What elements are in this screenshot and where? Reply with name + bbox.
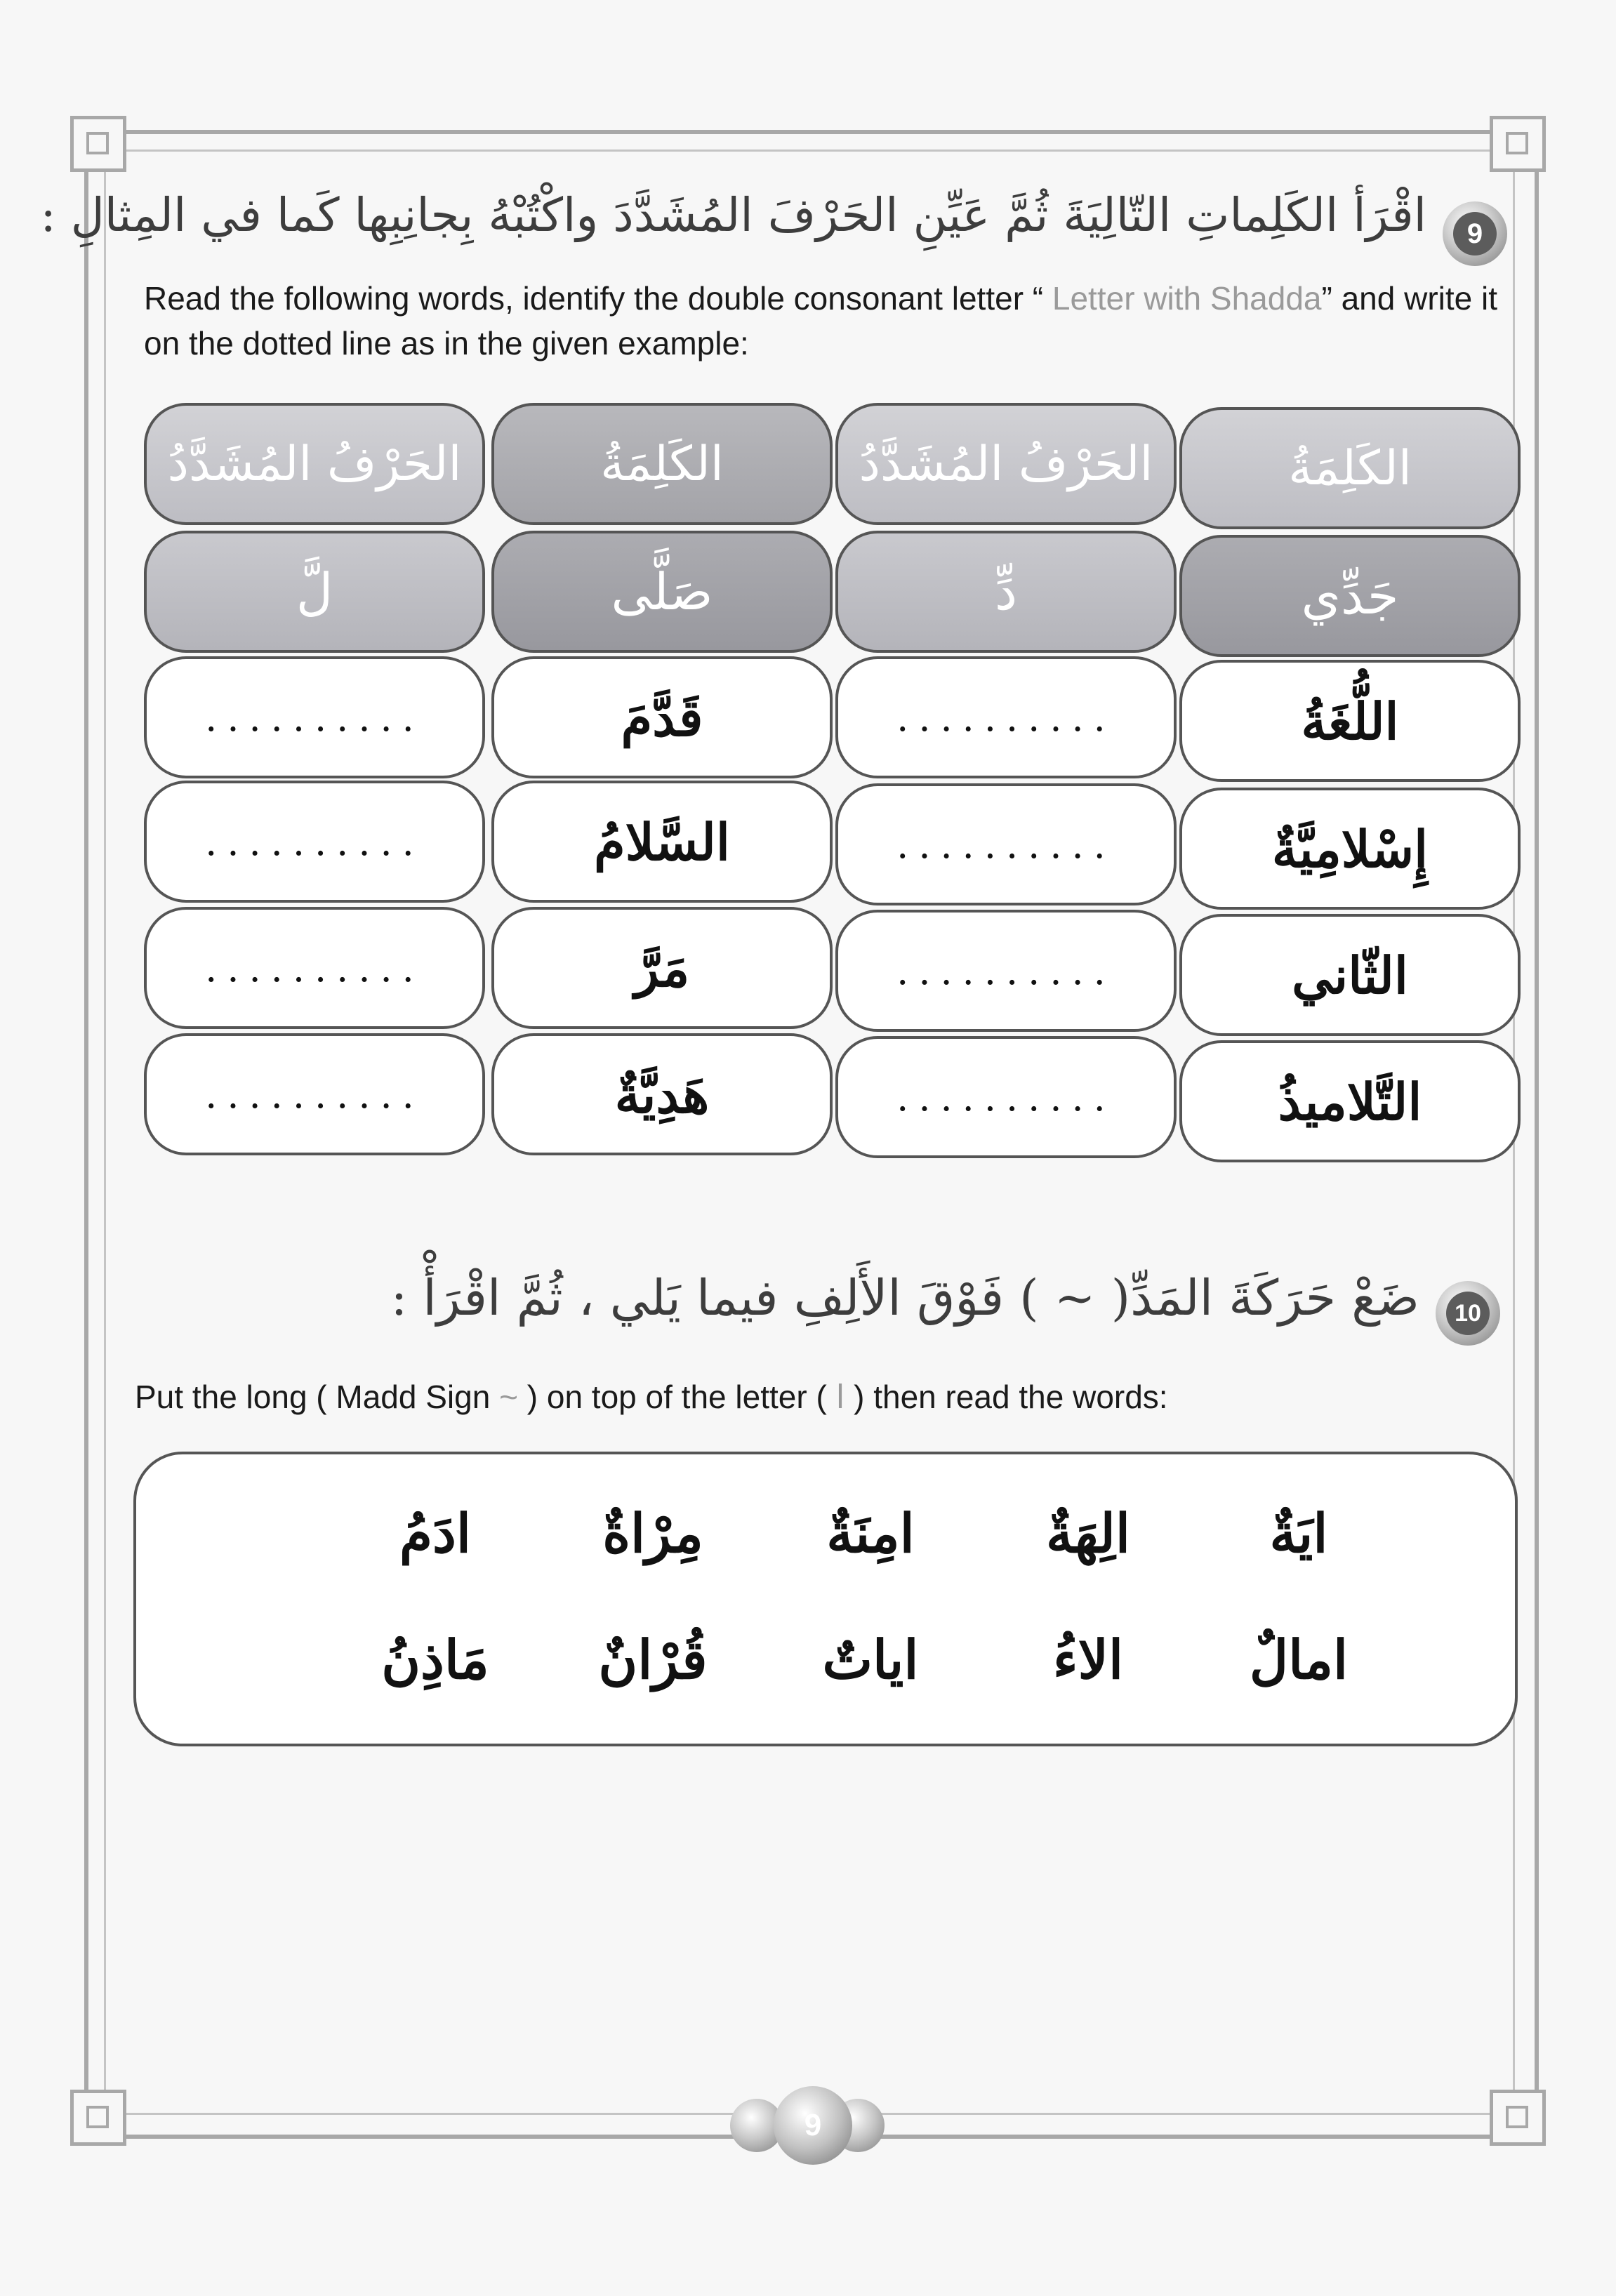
madd-word: امالٌ <box>1249 1628 1349 1691</box>
answer-blank[interactable]: .......... <box>144 1033 485 1155</box>
madd-word: ادَمُ <box>399 1502 471 1565</box>
exercise-10-instr-part2: ) on top of the letter ( <box>517 1379 836 1415</box>
word-cell: اللُّغَةُ <box>1179 660 1521 782</box>
answer-blank[interactable]: .......... <box>835 1036 1177 1158</box>
exercise-9-instr-highlight: Letter with Shadda <box>1052 280 1322 317</box>
frame-corner-bottom-left <box>70 2090 126 2146</box>
madd-word: امِنَةٌ <box>826 1502 915 1565</box>
exercise-10-instructions <box>135 1374 1511 1419</box>
exercise-10-word-box <box>133 1452 1518 1746</box>
exercise-10-badge <box>1436 1281 1500 1346</box>
table-header-word: الكَلِمَةُ <box>491 403 833 525</box>
answer-blank[interactable]: .......... <box>144 781 485 903</box>
exercise-9-number: 9 <box>1453 212 1497 256</box>
exercise-9-title-arabic: اقْرَأ الكَلِماتِ التّالِيَةَ ثُمَّ عَيِّنِ الحَرْفَ المُشَدَّدَ واكْتُبْهُ بِجانِبِها كَما في المِثالِ : <box>40 188 1426 242</box>
frame-corner-bottom-right <box>1490 2090 1546 2146</box>
exercise-10-instr-part3: ) then read the words: <box>845 1379 1168 1415</box>
page-number-ornament <box>730 2083 885 2168</box>
exercise-10-title-arabic: ضَعْ حَرَكَةَ المَدِّ( ~ ) فَوْقَ الأَلِفِ فيما يَلي ، ثُمَّ اقْرَأْ : <box>390 1269 1419 1327</box>
example-letter-cell: دِّ <box>835 531 1177 653</box>
answer-blank[interactable]: .......... <box>835 783 1177 905</box>
word-cell: قَدَّمَ <box>491 656 833 778</box>
answer-blank[interactable]: .......... <box>144 656 485 778</box>
exercise-9-instr-part1: Read the following words, identify the double consonant letter “ <box>144 280 1052 317</box>
word-cell: السَّلامُ <box>491 781 833 903</box>
example-letter-cell: لَّ <box>144 531 485 653</box>
table-header-letter: الحَرْفُ المُشَدَّدُ <box>835 403 1177 525</box>
table-header-letter: الحَرْفُ المُشَدَّدُ <box>144 403 485 525</box>
answer-blank[interactable]: .......... <box>144 907 485 1029</box>
alif-letter: ا <box>835 1379 845 1415</box>
madd-word: مَاذِنُ <box>381 1628 489 1691</box>
word-cell: هَدِيَّةٌ <box>491 1033 833 1155</box>
madd-word: مِرْاةٌ <box>602 1502 703 1565</box>
madd-word: الاءُ <box>1052 1628 1124 1691</box>
word-cell: التَّلاميذُ <box>1179 1040 1521 1162</box>
example-word-cell: صَلَّى <box>491 531 833 653</box>
madd-sign: ~ <box>499 1379 518 1415</box>
word-cell: مَرَّ <box>491 907 833 1029</box>
madd-word: قُرْانٌ <box>598 1628 708 1691</box>
answer-blank[interactable]: .......... <box>835 656 1177 778</box>
exercise-10-number: 10 <box>1446 1292 1490 1335</box>
answer-blank[interactable]: .......... <box>835 910 1177 1032</box>
exercise-9-badge <box>1443 201 1507 266</box>
example-word-cell: جَدِّي <box>1179 535 1521 657</box>
frame-corner-top-right <box>1490 116 1546 172</box>
frame-corner-top-left <box>70 116 126 172</box>
madd-word: الِهَةٌ <box>1045 1502 1131 1565</box>
madd-word: اياتٌ <box>822 1628 919 1691</box>
madd-word: ايَةٌ <box>1269 1502 1328 1565</box>
exercise-9-instr-part2: ” and write it on the dotted line as in the given example: <box>144 280 1498 361</box>
exercise-10-instr-part1: Put the long ( Madd Sign <box>135 1379 500 1415</box>
word-cell: الثّاني <box>1179 914 1521 1036</box>
table-header-word: الكَلِمَةُ <box>1179 407 1521 529</box>
page-number: 9 <box>774 2086 852 2165</box>
exercise-9-instructions <box>144 276 1520 366</box>
word-cell: إِسْلامِيَّةٌ <box>1179 788 1521 910</box>
